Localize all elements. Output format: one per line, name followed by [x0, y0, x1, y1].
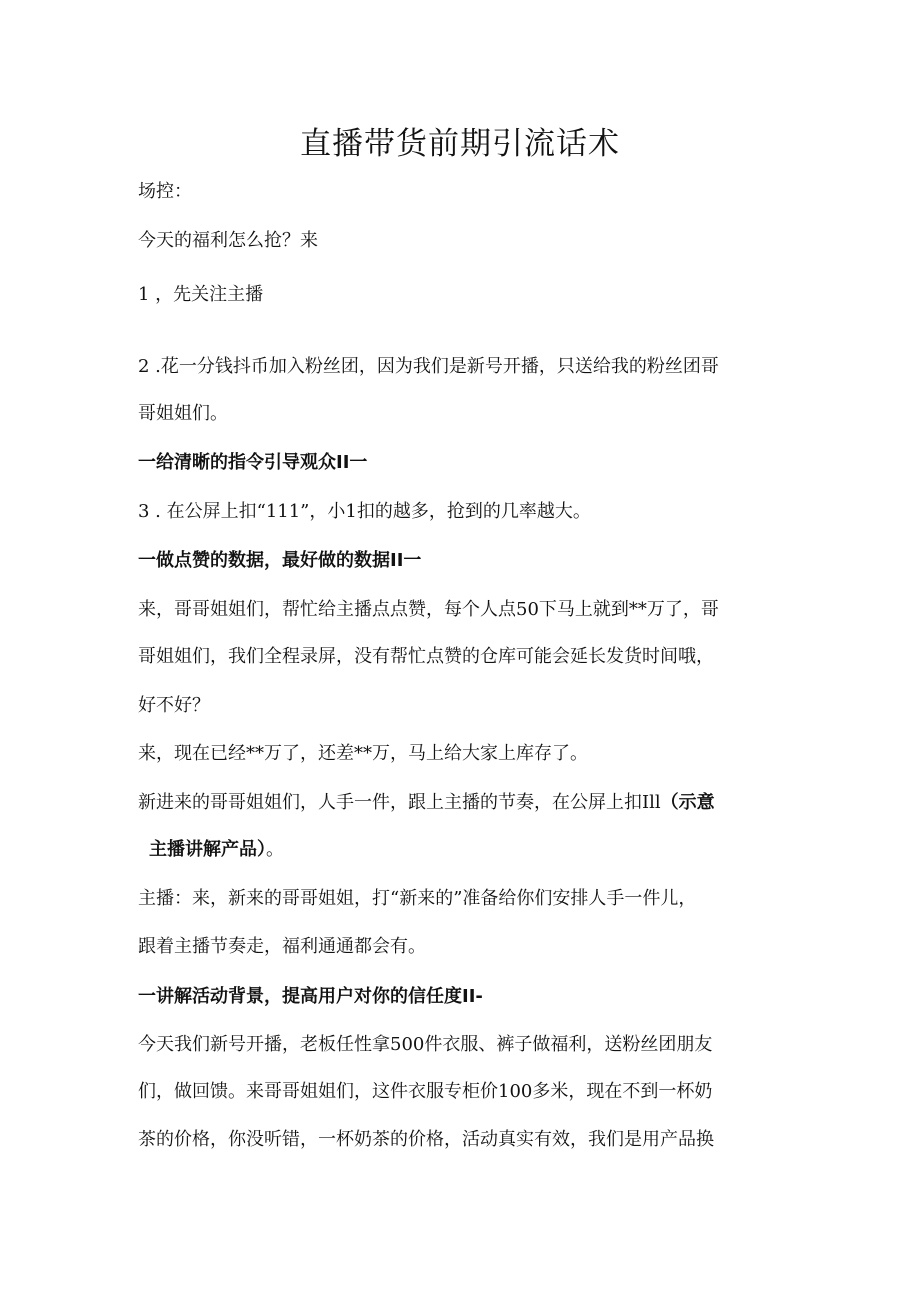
text-line: 来，哥哥姐姐们，帮忙给主播点点赞，每个人点50下马上就到**万了，哥: [138, 599, 719, 620]
section-heading: 一讲解活动背景，提高用户对你的信任度II-: [138, 986, 483, 1007]
document-title: 直播带货前期引流话术: [300, 126, 620, 162]
text-line: [149, 838, 799, 862]
text-line: 来，现在已经**万了，还差**万，马上给大家上库存了。: [138, 743, 588, 764]
list-item: 3 . 在公屏上扣“111”，小1扣的越多，抢到的几率越大。: [138, 501, 591, 522]
bold-span: （示意: [660, 792, 715, 813]
section-heading: 一做点赞的数据，最好做的数据II一: [138, 550, 422, 571]
text-line: 茶的价格，你没听错，一杯奶茶的价格，活动真实有效，我们是用产品换: [138, 1129, 714, 1150]
text-line: 好不好？: [138, 695, 210, 716]
text-line: 们，做回馈。来哥哥姐姐们，这件衣服专柜价100多米，现在不到一杯奶: [138, 1081, 713, 1102]
text-line: 哥姐姐们。: [138, 403, 228, 424]
text-line: 哥姐姐们，我们全程录屏，没有帮忙点赞的仓库可能会延长发货时间哦，: [138, 646, 714, 667]
text-line: 主播：来，新来的哥哥姐姐，打“新来的”准备给你们安排人手一件儿，: [138, 888, 697, 909]
text-line: 今天我们新号开播，老板任性拿500件衣服、裤子做福利，送粉丝团朋友: [138, 1034, 713, 1055]
section-heading: 一给清晰的指令引导观众II一: [138, 452, 368, 473]
text-span: 新进来的哥哥姐姐们，人手一件，跟上主播的节奏，在公屏上扣Ill: [138, 792, 661, 813]
text-line: [138, 791, 788, 815]
text-line: 场控：: [138, 181, 192, 202]
list-item: 1 ，先关注主播: [138, 284, 264, 305]
text-line: 跟着主播节奏走，福利通通都会有。: [138, 936, 426, 957]
list-item: 2 .花一分钱抖币加入粉丝团，因为我们是新号开播，只送给我的粉丝团哥: [138, 356, 719, 377]
text-line: 今天的福利怎么抢？来: [138, 230, 318, 251]
bold-span: 主播讲解产品）: [149, 839, 266, 860]
text-span: 。: [266, 839, 284, 860]
